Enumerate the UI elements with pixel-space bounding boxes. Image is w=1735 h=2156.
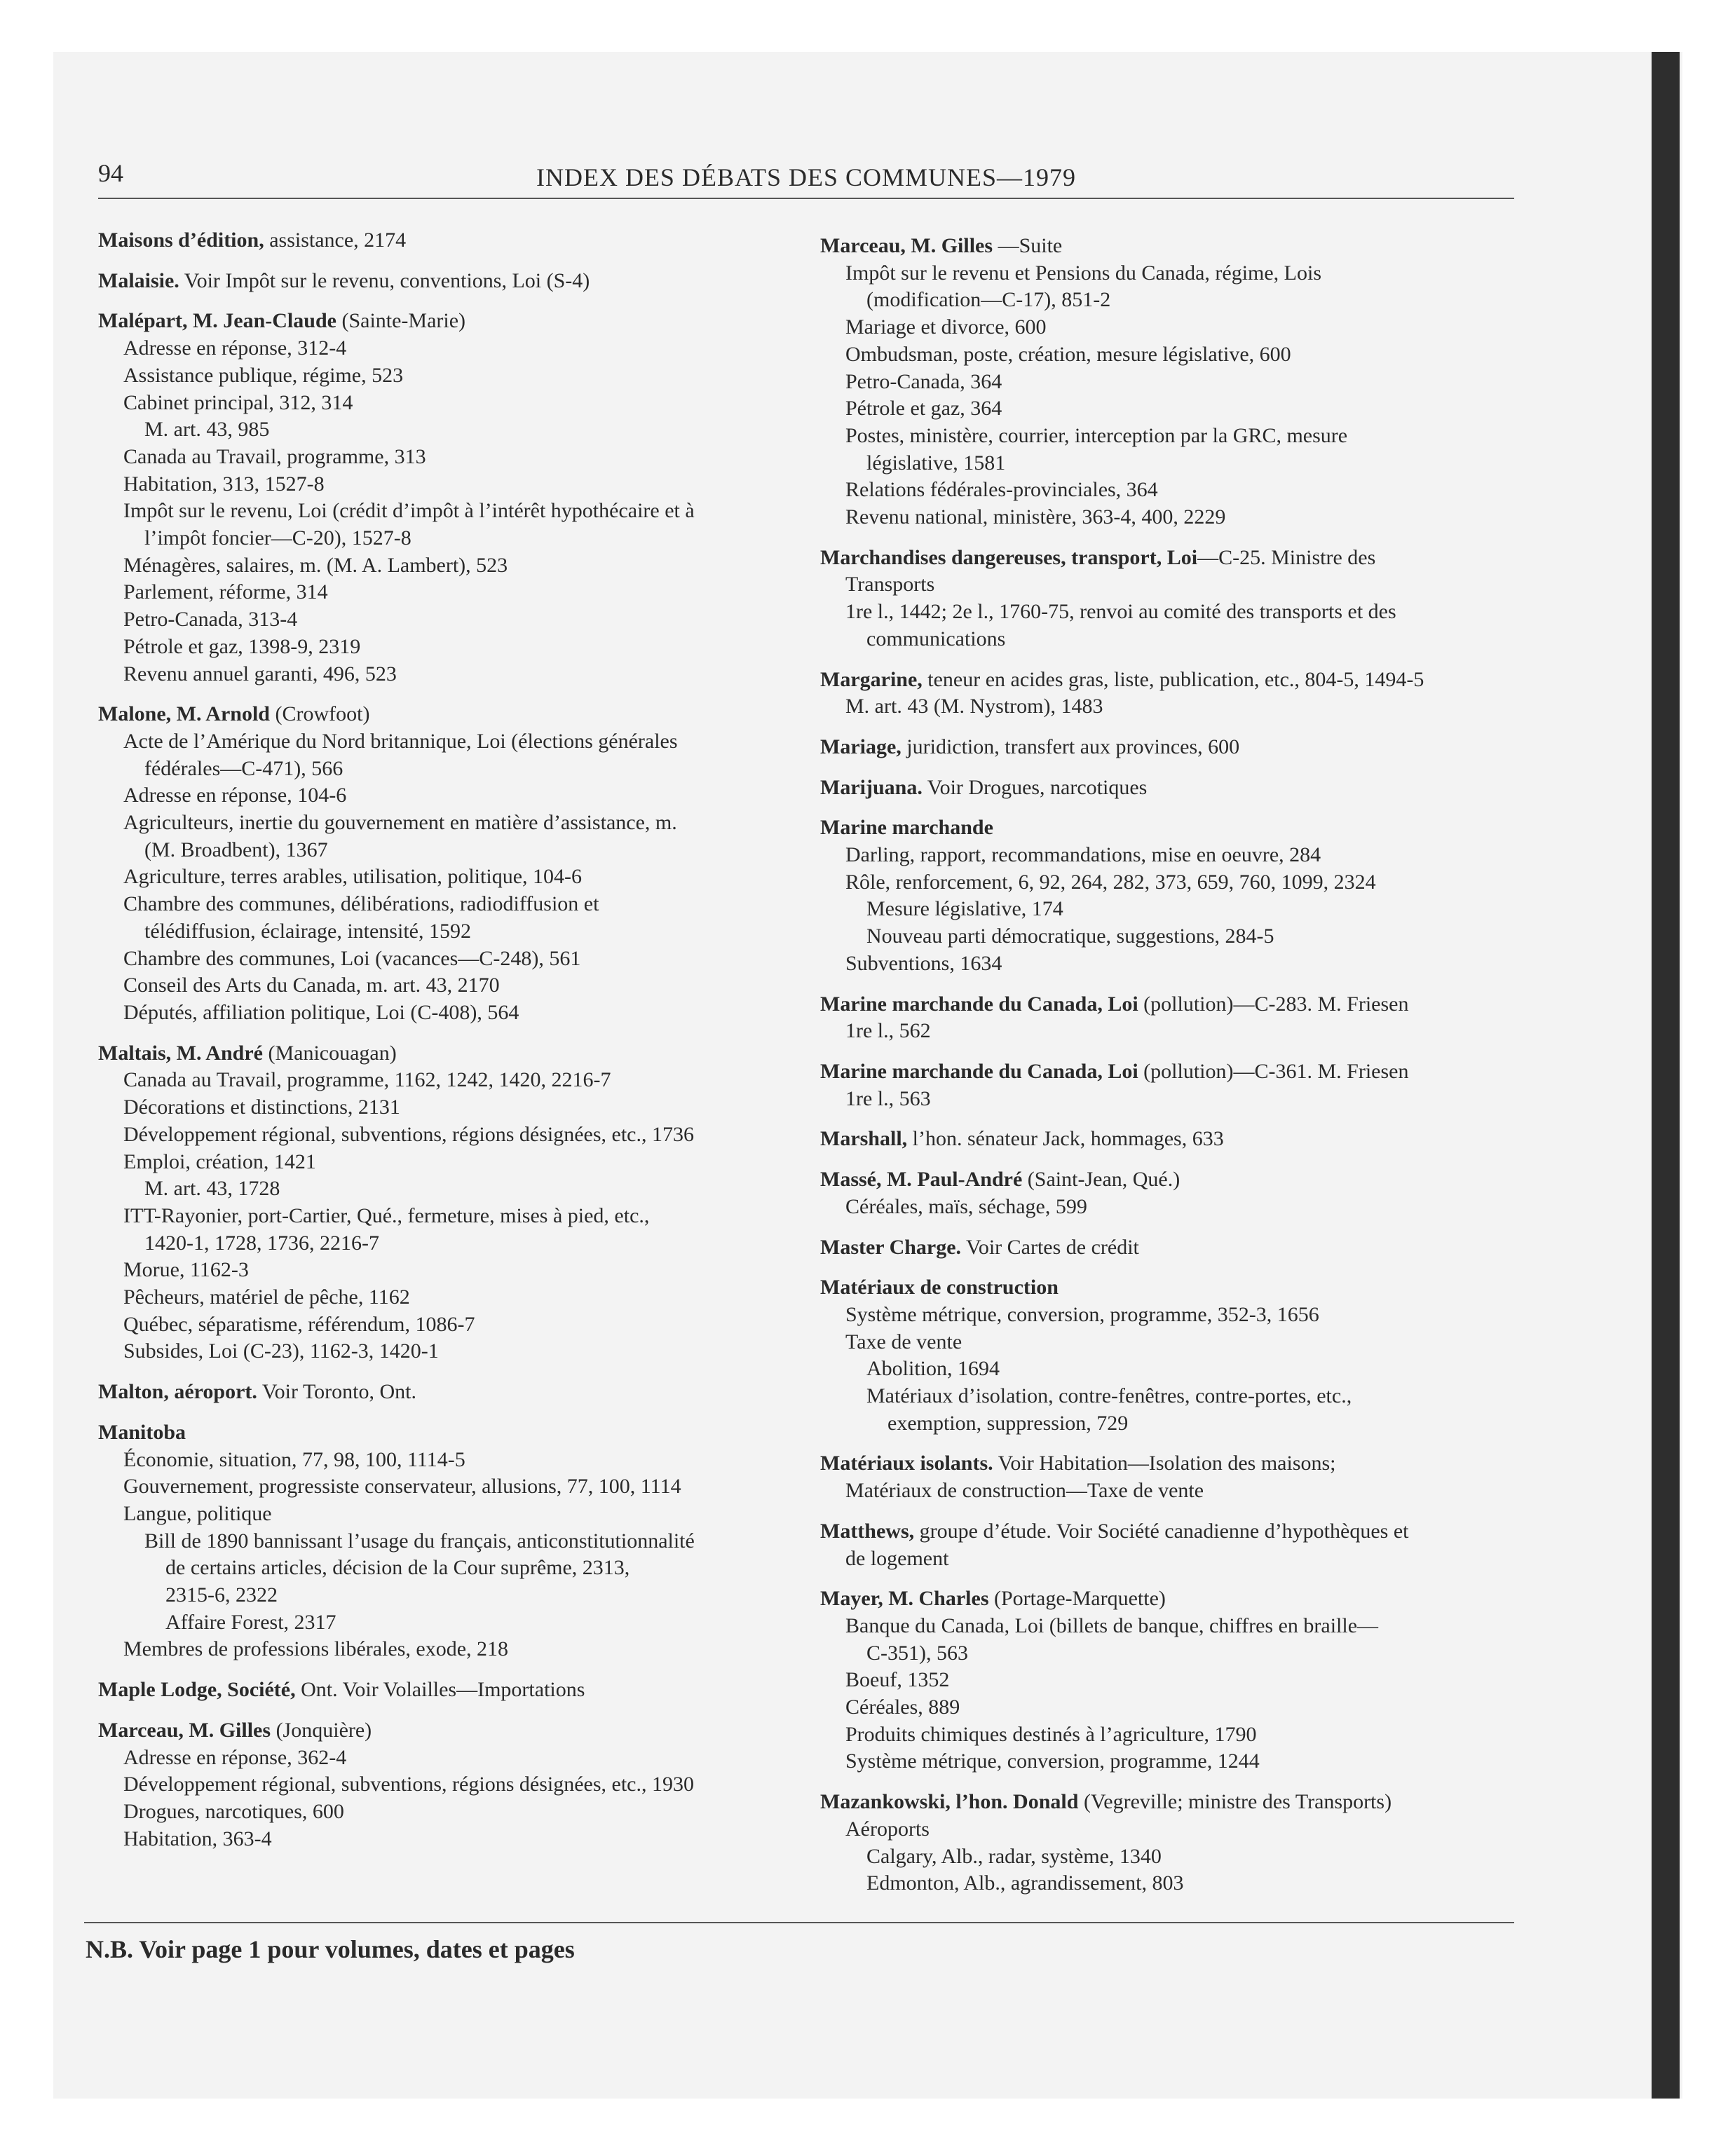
entry-heading bbox=[820, 1166, 1521, 1194]
headword: Maple Lodge, Société, bbox=[98, 1678, 296, 1702]
subentry-line: Relations fédérales-provinciales, 364 bbox=[845, 478, 1158, 502]
entry-detail: (pollution)—C-283. M. Friesen bbox=[1138, 992, 1409, 1016]
headword: Maisons d’édition, bbox=[98, 228, 264, 252]
subentry-line: Affaire Forest, 2317 bbox=[165, 1610, 336, 1634]
subentry-line: Canada au Travail, programme, 313 bbox=[123, 444, 426, 468]
subentry-line: M. art. 43, 985 bbox=[144, 418, 270, 442]
index-entry bbox=[820, 1274, 1521, 1437]
subentry-line: M. art. 43 (M. Nystrom), 1483 bbox=[845, 695, 1103, 718]
entry-detail: (Vegreville; ministre des Transports) bbox=[1078, 1790, 1392, 1814]
index-entry bbox=[820, 734, 1521, 761]
index-entry bbox=[98, 1677, 827, 1704]
entry-detail: Voir Impôt sur le revenu, conventions, Loi (S-4) bbox=[179, 268, 590, 292]
entry-heading bbox=[98, 268, 827, 295]
entry-heading bbox=[98, 227, 827, 254]
subentry-line: Calgary, Alb., radar, système, 1340 bbox=[866, 1844, 1162, 1868]
entry-detail: (Manicouagan) bbox=[262, 1041, 397, 1065]
headword: Margarine, bbox=[820, 667, 923, 691]
entry-detail: l’hon. sénateur Jack, hommages, 633 bbox=[907, 1127, 1224, 1151]
subentry-line: Morue, 1162-3 bbox=[123, 1258, 249, 1282]
entry-detail: (pollution)—C-361. M. Friesen bbox=[1138, 1059, 1409, 1083]
entry-heading bbox=[820, 545, 1521, 572]
subentry-line: de certains articles, décision de la Cour suprême, 2313, bbox=[165, 1556, 630, 1580]
subentry-line: Canada au Travail, programme, 1162, 1242, 1420, 2216-7 bbox=[123, 1068, 611, 1092]
entry-heading bbox=[820, 1126, 1521, 1153]
entry-heading bbox=[820, 1789, 1521, 1816]
entry-heading bbox=[98, 1717, 827, 1745]
subentry-line: Députés, affiliation politique, Loi (C-408), 564 bbox=[123, 1000, 519, 1024]
subentry-line: Membres de professions libérales, exode, 218 bbox=[123, 1637, 509, 1661]
subentry-line: Revenu annuel garanti, 496, 523 bbox=[123, 662, 397, 685]
entry-heading bbox=[820, 991, 1521, 1018]
subentry-line: Habitation, 313, 1527-8 bbox=[123, 472, 325, 496]
entry-detail: juridiction, transfert aux provinces, 600 bbox=[901, 735, 1240, 758]
subentry-line: Impôt sur le revenu et Pensions du Canada, régime, Lois bbox=[845, 261, 1322, 285]
subentry-line: Céréales, maïs, séchage, 599 bbox=[845, 1194, 1087, 1218]
subentry-line: Habitation, 363-4 bbox=[123, 1827, 272, 1850]
entry-heading bbox=[820, 1234, 1521, 1262]
index-entry bbox=[820, 814, 1521, 977]
entry-heading bbox=[820, 1518, 1521, 1546]
headword: Marijuana. bbox=[820, 775, 923, 799]
entry-heading bbox=[820, 814, 1521, 842]
entry-heading bbox=[98, 1040, 827, 1067]
headword: Manitoba bbox=[98, 1420, 186, 1444]
entry-detail: teneur en acides gras, liste, publication, etc., 804-5, 1494-5 bbox=[922, 667, 1424, 691]
headword: Matériaux isolants. bbox=[820, 1452, 993, 1475]
subentry-line: Edmonton, Alb., agrandissement, 803 bbox=[866, 1871, 1184, 1895]
subentry-line: Subsides, Loi (C-23), 1162-3, 1420-1 bbox=[123, 1339, 439, 1363]
index-entry bbox=[820, 667, 1521, 721]
headword: Matériaux de construction bbox=[820, 1276, 1059, 1299]
page-number: 94 bbox=[98, 159, 123, 187]
headword: Massé, M. Paul-André bbox=[820, 1168, 1023, 1192]
subentry-line: Cabinet principal, 312, 314 bbox=[123, 390, 353, 414]
subentry-line: législative, 1581 bbox=[866, 451, 1006, 475]
index-entry bbox=[820, 545, 1521, 653]
entry-detail: Voir Cartes de crédit bbox=[961, 1235, 1139, 1259]
subentry-line: Abolition, 1694 bbox=[866, 1357, 1000, 1381]
subentry-line: Postes, ministère, courrier, interception par la GRC, mesure bbox=[845, 423, 1348, 447]
entry-heading bbox=[820, 667, 1521, 694]
entry-heading bbox=[98, 1419, 827, 1447]
entry-detail: (Jonquière) bbox=[271, 1718, 372, 1742]
subentry-line: Économie, situation, 77, 98, 100, 1114-5 bbox=[123, 1447, 465, 1471]
subentry-line: Chambre des communes, Loi (vacances—C-248), 561 bbox=[123, 946, 581, 970]
headword: Malépart, M. Jean-Claude bbox=[98, 309, 336, 333]
headword: Mayer, M. Charles bbox=[820, 1587, 989, 1611]
headword: Marine marchande bbox=[820, 816, 993, 840]
subentry-line: 1re l., 563 bbox=[845, 1086, 931, 1110]
subentry-line: M. art. 43, 1728 bbox=[144, 1177, 280, 1201]
subentry-line: Drogues, narcotiques, 600 bbox=[123, 1799, 344, 1823]
subentry-line: l’impôt foncier—C-20), 1527-8 bbox=[144, 526, 411, 550]
entry-detail: (Saint-Jean, Qué.) bbox=[1022, 1168, 1181, 1192]
subentry-line: Produits chimiques destinés à l’agriculture, 1790 bbox=[845, 1722, 1257, 1746]
header-rule bbox=[98, 198, 1514, 199]
entry-heading bbox=[820, 1058, 1521, 1086]
entry-heading bbox=[820, 1450, 1521, 1478]
subentry-line: de logement bbox=[845, 1546, 949, 1570]
subentry-line: Rôle, renforcement, 6, 92, 264, 282, 373, 659, 760, 1099, 2324 bbox=[845, 870, 1376, 894]
entry-detail: Voir Habitation—Isolation des maisons; bbox=[993, 1452, 1336, 1475]
index-entry bbox=[820, 1166, 1521, 1220]
subentry-line: (M. Broadbent), 1367 bbox=[144, 838, 328, 861]
subentry-line: Acte de l’Amérique du Nord britannique, Loi (élections générales bbox=[123, 729, 678, 753]
subentry-line: Développement régional, subventions, régions désignées, etc., 1736 bbox=[123, 1122, 694, 1146]
subentry-line: exemption, suppression, 729 bbox=[887, 1411, 1129, 1435]
subentry-line: communications bbox=[866, 627, 1006, 650]
subentry-line: Matériaux de construction—Taxe de vente bbox=[845, 1479, 1204, 1503]
subentry-line: Système métrique, conversion, programme, 352-3, 1656 bbox=[845, 1302, 1319, 1326]
headword: Matthews, bbox=[820, 1519, 915, 1543]
headword: Mariage, bbox=[820, 735, 901, 758]
subentry-line: Pêcheurs, matériel de pêche, 1162 bbox=[123, 1285, 410, 1309]
index-entry bbox=[820, 1450, 1521, 1504]
index-entry bbox=[820, 233, 1521, 531]
index-column-left bbox=[98, 227, 827, 1866]
entry-detail: assistance, 2174 bbox=[264, 228, 407, 252]
entry-detail: (Portage-Marquette) bbox=[988, 1587, 1166, 1611]
subentry-line: Langue, politique bbox=[123, 1501, 272, 1525]
subentry-line: Céréales, 889 bbox=[845, 1696, 960, 1719]
subentry-line: Adresse en réponse, 362-4 bbox=[123, 1745, 347, 1769]
entry-heading bbox=[98, 1677, 827, 1704]
subentry-line: Système métrique, conversion, programme, 1244 bbox=[845, 1749, 1260, 1773]
entry-detail: —C-25. Ministre des bbox=[1197, 545, 1376, 569]
entry-heading bbox=[820, 1585, 1521, 1613]
index-entry bbox=[820, 1518, 1521, 1572]
subentry-line: Darling, rapport, recommandations, mise en oeuvre, 284 bbox=[845, 843, 1321, 867]
subentry-line: Québec, séparatisme, référendum, 1086-7 bbox=[123, 1312, 475, 1336]
headword: Mazankowski, l’hon. Donald bbox=[820, 1790, 1079, 1814]
subentry-line: Adresse en réponse, 104-6 bbox=[123, 784, 347, 807]
subentry-line: (modification—C-17), 851-2 bbox=[866, 288, 1111, 312]
headword: Marine marchande du Canada, Loi bbox=[820, 992, 1138, 1016]
entry-heading bbox=[98, 701, 827, 728]
subentry-line: Conseil des Arts du Canada, m. art. 43, 2170 bbox=[123, 974, 500, 997]
entry-heading bbox=[98, 1379, 827, 1406]
subentry-line: Impôt sur le revenu, Loi (crédit d’impôt à l’intérêt hypothécaire et à bbox=[123, 499, 695, 523]
subentry-line: C-351), 563 bbox=[866, 1641, 968, 1665]
headword: Master Charge. bbox=[820, 1235, 962, 1259]
subentry-line: Adresse en réponse, 312-4 bbox=[123, 336, 347, 360]
headword: Marceau, M. Gilles bbox=[98, 1718, 271, 1742]
index-entry bbox=[98, 1717, 827, 1853]
headword: Malton, aéroport. bbox=[98, 1380, 257, 1404]
subentry-line: 1re l., 562 bbox=[845, 1019, 931, 1043]
entry-detail: Ont. Voir Volailles—Importations bbox=[295, 1678, 585, 1702]
footer-rule bbox=[84, 1922, 1514, 1923]
index-entry bbox=[98, 268, 827, 295]
index-entry bbox=[820, 1585, 1521, 1775]
index-entry bbox=[820, 1234, 1521, 1262]
subentry-line: Transports bbox=[845, 573, 935, 596]
headword: Malaisie. bbox=[98, 268, 179, 292]
index-entry bbox=[820, 775, 1521, 802]
subentry-line: Subventions, 1634 bbox=[845, 951, 1002, 975]
entry-heading bbox=[820, 233, 1521, 260]
headword: Maltais, M. André bbox=[98, 1041, 263, 1065]
subentry-line: télédiffusion, éclairage, intensité, 1592 bbox=[144, 919, 471, 943]
subentry-line: Ménagères, salaires, m. (M. A. Lambert), 523 bbox=[123, 553, 508, 577]
index-entry bbox=[98, 1379, 827, 1406]
subentry-line: Boeuf, 1352 bbox=[845, 1668, 950, 1692]
subentry-line: 2315-6, 2322 bbox=[165, 1583, 278, 1607]
index-entry bbox=[820, 1126, 1521, 1153]
entry-heading bbox=[820, 775, 1521, 802]
subentry-line: Emploi, création, 1421 bbox=[123, 1149, 316, 1173]
entry-detail: —Suite bbox=[993, 234, 1063, 257]
subentry-line: Matériaux d’isolation, contre-fenêtres, contre-portes, etc., bbox=[866, 1384, 1352, 1408]
entry-detail: (Crowfoot) bbox=[270, 702, 370, 726]
subentry-line: 1420-1, 1728, 1736, 2216-7 bbox=[144, 1231, 379, 1255]
headword: Marine marchande du Canada, Loi bbox=[820, 1059, 1138, 1083]
subentry-line: ITT-Rayonier, port-Cartier, Qué., fermeture, mises à pied, etc., bbox=[123, 1203, 650, 1227]
subentry-line: Agriculture, terres arables, utilisation, politique, 104-6 bbox=[123, 865, 582, 889]
subentry-line: Taxe de vente bbox=[845, 1330, 962, 1353]
subentry-line: Décorations et distinctions, 2131 bbox=[123, 1096, 400, 1119]
subentry-line: Banque du Canada, Loi (billets de banque, chiffres en braille— bbox=[845, 1613, 1379, 1637]
book-spine-shadow bbox=[1652, 52, 1680, 2099]
headword: Marshall, bbox=[820, 1127, 908, 1151]
subentry-line: Nouveau parti démocratique, suggestions, 284-5 bbox=[866, 925, 1274, 948]
entry-detail: (Sainte-Marie) bbox=[336, 309, 466, 333]
subentry-line: Chambre des communes, délibérations, radiodiffusion et bbox=[123, 892, 599, 916]
subentry-line: Petro-Canada, 313-4 bbox=[123, 608, 298, 632]
entry-detail: groupe d’étude. Voir Société canadienne d’hypothèques et bbox=[914, 1519, 1409, 1543]
index-entry bbox=[98, 1040, 827, 1365]
footer-note: N.B. Voir page 1 pour volumes, dates et pages bbox=[86, 1935, 575, 1963]
headword: Marchandises dangereuses, transport, Loi bbox=[820, 545, 1198, 569]
subentry-line: 1re l., 1442; 2e l., 1760-75, renvoi au comité des transports et des bbox=[845, 600, 1396, 624]
entry-detail: Voir Toronto, Ont. bbox=[257, 1380, 417, 1404]
subentry-line: Mesure législative, 174 bbox=[866, 897, 1063, 921]
subentry-line: Revenu national, ministère, 363-4, 400, 2229 bbox=[845, 505, 1226, 529]
subentry-line: Gouvernement, progressiste conservateur, allusions, 77, 100, 1114 bbox=[123, 1475, 681, 1499]
headword: Marceau, M. Gilles bbox=[820, 234, 993, 257]
subentry-line: Agriculteurs, inertie du gouvernement en matière d’assistance, m. bbox=[123, 811, 677, 835]
entry-heading bbox=[820, 734, 1521, 761]
page-title: INDEX DES DÉBATS DES COMMUNES—1979 bbox=[536, 163, 1077, 191]
entry-heading bbox=[98, 308, 827, 335]
subentry-line: Aéroports bbox=[845, 1817, 930, 1841]
entry-heading bbox=[820, 1274, 1521, 1302]
entry-detail: Voir Drogues, narcotiques bbox=[922, 775, 1148, 799]
index-entry bbox=[98, 701, 827, 1026]
index-entry bbox=[820, 991, 1521, 1045]
index-column-right bbox=[820, 233, 1521, 1911]
index-entry bbox=[98, 308, 827, 688]
headword: Malone, M. Arnold bbox=[98, 702, 270, 726]
subentry-line: Assistance publique, régime, 523 bbox=[123, 363, 404, 387]
index-entry bbox=[820, 1789, 1521, 1897]
subentry-line: Pétrole et gaz, 364 bbox=[845, 397, 1002, 421]
subentry-line: Ombudsman, poste, création, mesure législative, 600 bbox=[845, 342, 1291, 366]
subentry-line: Mariage et divorce, 600 bbox=[845, 315, 1047, 339]
subentry-line: Parlement, réforme, 314 bbox=[123, 580, 328, 604]
index-entry bbox=[98, 1419, 827, 1663]
subentry-line: Pétrole et gaz, 1398-9, 2319 bbox=[123, 634, 361, 658]
subentry-line: fédérales—C-471), 566 bbox=[144, 756, 343, 780]
page-header bbox=[98, 158, 1514, 200]
subentry-line: Bill de 1890 bannissant l’usage du français, anticonstitutionnalité bbox=[144, 1529, 695, 1553]
index-entry bbox=[98, 227, 827, 254]
subentry-line: Petro-Canada, 364 bbox=[845, 369, 1002, 393]
index-entry bbox=[820, 1058, 1521, 1112]
subentry-line: Développement régional, subventions, régions désignées, etc., 1930 bbox=[123, 1773, 694, 1796]
